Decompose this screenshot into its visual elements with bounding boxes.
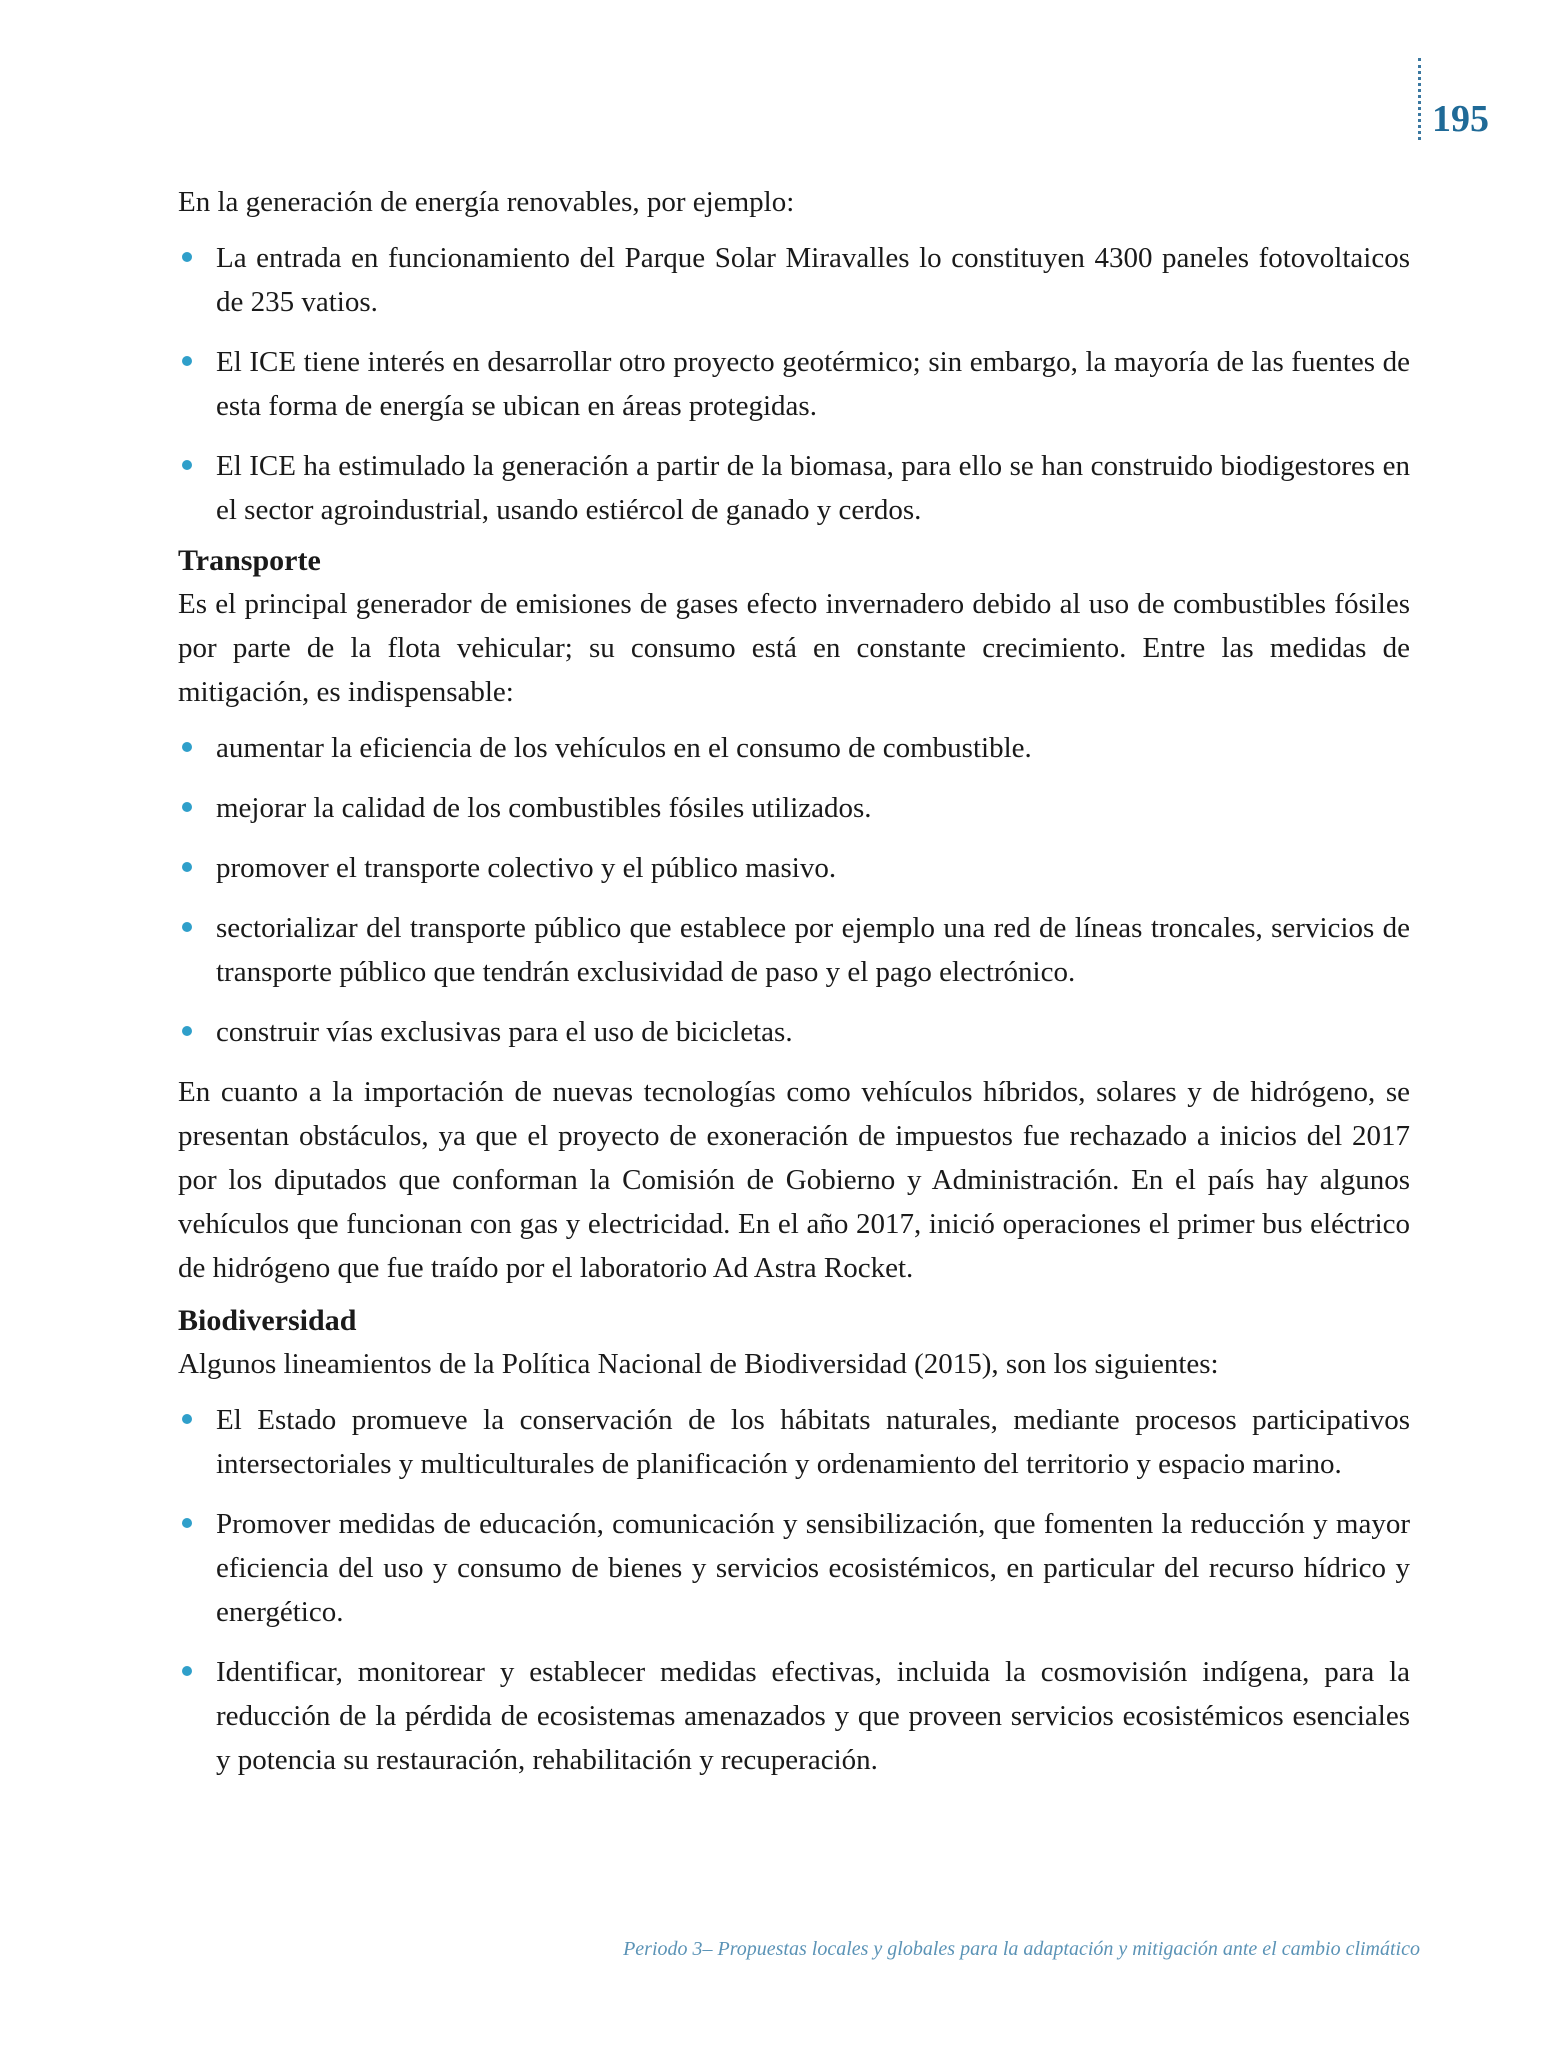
bullet-icon — [182, 252, 192, 262]
list-item: aumentar la eficiencia de los vehículos en el consumo de combustible. — [178, 726, 1410, 770]
energy-intro: En la generación de energía renovables, por ejemplo: — [178, 186, 795, 218]
running-footer: Periodo 3– Propuestas locales y globales para la adaptación y mitigación ante el cambio climático — [623, 1938, 1420, 1960]
dotted-divider — [1418, 58, 1421, 140]
bullet-icon — [182, 356, 192, 366]
transport-closing-paragraph: En cuanto a la importación de nuevas tecnologías como vehículos híbridos, solares y de hidrógeno, se presentan obstáculos, ya que el proyecto de exoneración de impuestos fue rechazado a inicios del 2017 por los diputados que conforman la Comisión de Gobierno y Administración. En el país hay algunos vehículos que funcionan con gas y electricidad. En el año 2017, inició operaciones el primer bus eléctrico de hidrógeno que fue traído por el laboratorio Ad Astra Rocket. — [178, 1076, 1410, 1284]
bullet-icon — [182, 1666, 192, 1676]
bullet-icon — [182, 460, 192, 470]
list-item: Promover medidas de educación, comunicación y sensibilización, que fomenten la reducción y mayor eficiencia del uso y consumo de bienes y servicios ecosistémicos, en particular del recurso hídrico y energético. — [178, 1502, 1410, 1634]
section-heading-biodiversity: Biodiversidad — [178, 1304, 357, 1337]
list-item: promover el transporte colectivo y el público masivo. — [178, 846, 1410, 890]
list-item: sectorializar del transporte público que establece por ejemplo una red de líneas troncales, servicios de transporte público que tendrán exclusividad de paso y el pago electrónico. — [178, 906, 1410, 994]
bullet-icon — [182, 1518, 192, 1528]
bullet-icon — [182, 922, 192, 932]
bullet-icon — [182, 1026, 192, 1036]
list-item: mejorar la calidad de los combustibles fósiles utilizados. — [178, 786, 1410, 830]
list-item: El ICE ha estimulado la generación a partir de la biomasa, para ello se han construido biodigestores en el sector agroindustrial, usando estiércol de ganado y cerdos. — [178, 444, 1410, 532]
biodiversity-intro: Algunos lineamientos de la Política Nacional de Biodiversidad (2015), son los siguientes: — [178, 1348, 1219, 1380]
energy-bullet-list — [178, 236, 1410, 532]
list-item: Identificar, monitorear y establecer medidas efectivas, incluida la cosmovisión indígena, para la reducción de la pérdida de ecosistemas amenazados y que proveen servicios ecosistémicos esenciales y potencia su restauración, rehabilitación y recuperación. — [178, 1650, 1410, 1782]
section-heading-transport: Transporte — [178, 544, 321, 577]
list-item: El ICE tiene interés en desarrollar otro proyecto geotérmico; sin embargo, la mayoría de las fuentes de esta forma de energía se ubican en áreas protegidas. — [178, 340, 1410, 428]
bullet-icon — [182, 742, 192, 752]
transport-intro: Es el principal generador de emisiones de gases efecto invernadero debido al uso de combustibles fósiles por parte de la flota vehicular; su consumo está en constante crecimiento. Entre las medidas de mitigación, es indispensable: — [178, 588, 1410, 708]
list-item: El Estado promueve la conservación de los hábitats naturales, mediante procesos participativos intersectoriales y multiculturales de planificación y ordenamiento del territorio y espacio marino. — [178, 1398, 1410, 1486]
biodiversity-bullet-list — [178, 1398, 1410, 1782]
page-number: 195 — [1432, 98, 1489, 140]
transport-bullet-list — [178, 726, 1410, 1054]
bullet-icon — [182, 802, 192, 812]
page-content — [178, 180, 1410, 1798]
list-item: construir vías exclusivas para el uso de bicicletas. — [178, 1010, 1410, 1054]
list-item: La entrada en funcionamiento del Parque Solar Miravalles lo constituyen 4300 paneles fotovoltaicos de 235 vatios. — [178, 236, 1410, 324]
bullet-icon — [182, 1414, 192, 1424]
bullet-icon — [182, 862, 192, 872]
